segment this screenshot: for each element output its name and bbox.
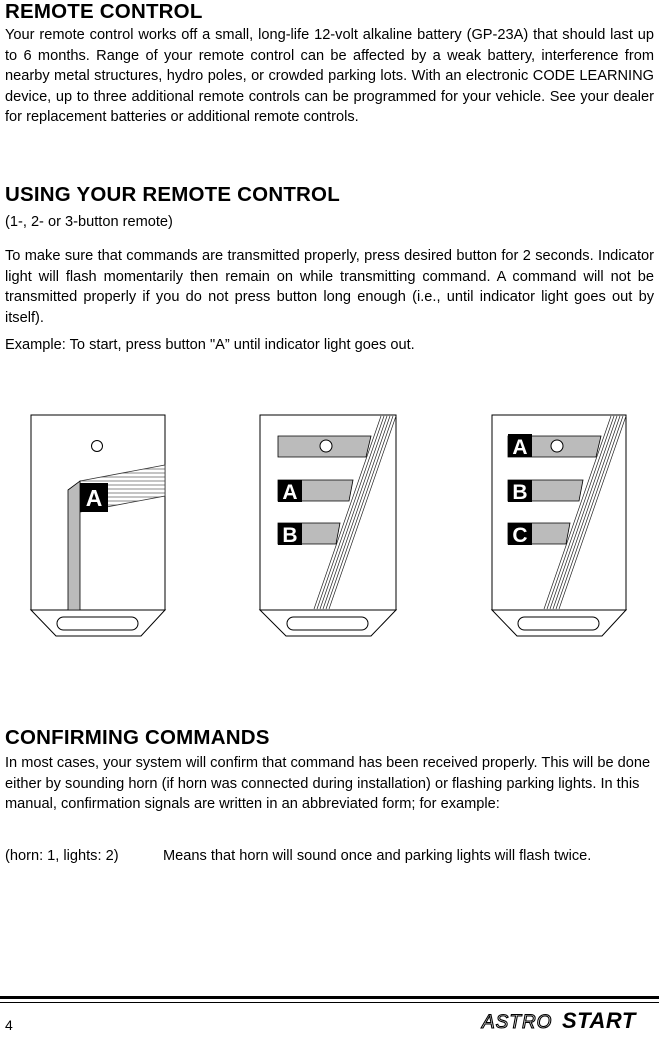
section-title-confirming: CONFIRMING COMMANDS xyxy=(5,726,270,749)
button-label: B xyxy=(512,481,528,504)
using-remote-example: Example: To start, press button "A” until indicator light goes out. xyxy=(5,337,415,353)
section-title-remote-control: REMOTE CONTROL xyxy=(5,0,203,23)
logo-start: START xyxy=(562,1008,636,1032)
footer-rule-thick xyxy=(0,996,659,999)
astrostart-logo xyxy=(480,1008,658,1032)
button-label: A xyxy=(512,436,528,459)
footer-rule-thin xyxy=(0,1002,659,1003)
logo-astro: ASTRO xyxy=(482,1012,553,1032)
remote-button-a[interactable] xyxy=(508,434,532,459)
button-label: A xyxy=(282,481,298,504)
confirming-body: In most cases, your system will confirm that command has been received properly. This will be done either by sounding horn (if horn was connected during installation) or flashing parking lights. In this manual, confirmation signals are written in an abbreviated form; for example: xyxy=(5,755,651,812)
remote-illustrations xyxy=(0,405,659,645)
two-button-remote xyxy=(260,415,396,636)
button-label: A xyxy=(85,485,103,511)
button-label: B xyxy=(282,524,298,547)
indicator-light xyxy=(551,440,563,452)
remote-button-a[interactable] xyxy=(278,480,302,504)
one-button-remote xyxy=(31,415,165,636)
section-title-using-remote: USING YOUR REMOTE CONTROL xyxy=(5,183,340,206)
confirming-example-code: (horn: 1, lights: 2) xyxy=(5,848,119,864)
indicator-light xyxy=(320,440,332,452)
indicator-light xyxy=(92,441,103,452)
remote-button-b[interactable] xyxy=(508,480,532,504)
remote-control-body: Your remote control works off a small, long-life 12-volt alkaline battery (GP-23A) that should last up to 6 months. Range of your remote control can be affected by a weak battery, interference from nearby metal structures, hydro poles, or crowded parking lots. With an electronic CODE LEARNING device, up to three additional remote controls can be programmed for your vehicle. See your dealer for replacement batteries or additional remote controls. xyxy=(5,27,654,125)
using-remote-subtitle: (1-, 2- or 3-button remote) xyxy=(5,214,173,230)
remote-button-c[interactable] xyxy=(508,523,532,547)
using-remote-body: To make sure that commands are transmitted properly, press desired button for 2 seconds. Indicator light will flash momentarily then remain on while transmitting command. A command will not be transmitted properly if you do not press button long enough (i.e., until indicator light goes out by itself). xyxy=(5,248,654,326)
remote-button-b[interactable] xyxy=(278,523,302,547)
three-button-remote xyxy=(492,415,626,636)
remote-button-a[interactable] xyxy=(80,483,108,512)
page-number: 4 xyxy=(5,1017,13,1033)
confirming-example-meaning: Means that horn will sound once and parking lights will flash twice. xyxy=(163,848,592,864)
button-label: C xyxy=(512,524,528,547)
